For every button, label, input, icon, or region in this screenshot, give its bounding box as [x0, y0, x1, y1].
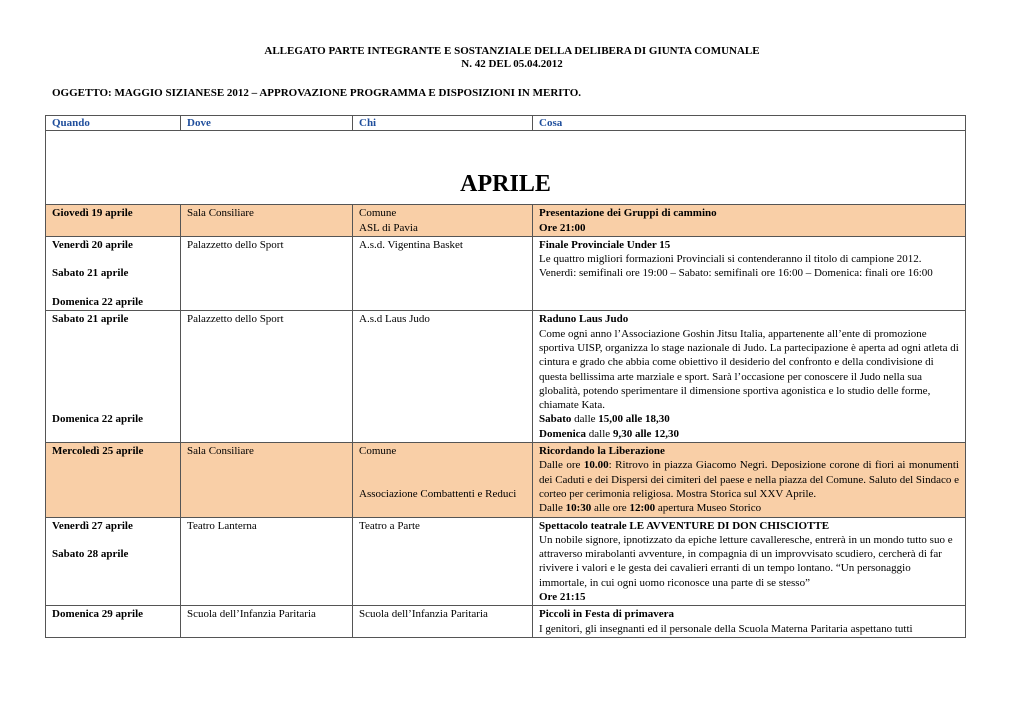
- row-when: [46, 606, 181, 638]
- row-where: Teatro Lanterna: [181, 517, 353, 606]
- organizer-label: Associazione Combattenti e Reduci: [359, 487, 517, 500]
- table-row: [46, 443, 966, 517]
- table-row: [46, 205, 966, 237]
- row-where: Sala Consiliare: [181, 443, 353, 517]
- organizer-label: Teatro a Parte: [359, 519, 420, 532]
- date-label: Sabato 21 aprile: [52, 313, 129, 326]
- row-what: [533, 606, 966, 638]
- event-time: Venerdì: semifinali ore 19:00 – Sabato: semifinali ore 16:00 – Domenica: finali ore 16:00: [539, 267, 933, 280]
- table-row: [46, 606, 966, 638]
- document-header-line2: N. 42 DEL 05.04.2012: [461, 58, 563, 70]
- event-description: Dalle ore 10.00: Ritrovo in piazza Giacomo Negri. Deposizione corone di fiori ai monumenti dei Caduti e dei Dispersi dei cimiteri del paese e nella piazza del Comune. Saluto del Sindaco e corteo per cerimonia religiosa. Mostra Storica sul XXV Aprile.: [539, 459, 959, 500]
- row-what: [533, 311, 966, 443]
- date-label: Venerdì 27 aprile: [52, 519, 133, 532]
- events-table: [45, 115, 966, 638]
- event-schedule-saturday: Sabato dalle 15,00 alle 18,30: [539, 413, 670, 426]
- row-who: [353, 205, 533, 237]
- date-label: Sabato 28 aprile: [52, 548, 129, 561]
- row-where: Palazzetto dello Sport: [181, 236, 353, 310]
- event-title: Presentazione dei Gruppi di cammino: [539, 207, 717, 220]
- row-where: Scuola dell’Infanzia Paritaria: [181, 606, 353, 638]
- event-title: Spettacolo teatrale LE AVVENTURE DI DON CHISCIOTTE: [539, 519, 830, 532]
- event-time: Ore 21:15: [539, 591, 586, 604]
- date-label: Giovedì 19 aprile: [52, 207, 133, 220]
- date-label: Domenica 22 aprile: [52, 413, 144, 426]
- date-label: Venerdì 20 aprile: [52, 238, 133, 251]
- row-who: [353, 311, 533, 443]
- row-where: Palazzetto dello Sport: [181, 311, 353, 443]
- row-when: [46, 517, 181, 606]
- event-title: Piccoli in Festa di primavera: [539, 608, 675, 621]
- event-time: Ore 21:00: [539, 221, 586, 234]
- row-when: [46, 443, 181, 517]
- event-description: Come ogni anno l’Associazione Goshin Jitsu Italia, appartenente all’ente di promozione sportiva UISP, organizza lo stage nazionale di Judo. La partecipazione è aperta ad ogni atleta di cintura e grado che abbia come obiettivo il desiderio del confronto e della condivisione di questa bellissima arte marziale e sport. Sarà l’occasione per conoscere il Judo nella sua globalità, potendo sperimentare il dimensione sportiva agonistica e lo studio delle forme, chiamate Kata.: [539, 327, 959, 412]
- column-header-when: Quando: [46, 116, 181, 131]
- row-who: [353, 606, 533, 638]
- date-label: Domenica 22 aprile: [52, 296, 144, 309]
- organizer-label: A.s.d. Vigentina Basket: [359, 238, 463, 251]
- event-time: Dalle 10:30 alle ore 12:00 apertura Museo Storico: [539, 502, 762, 515]
- row-what: [533, 517, 966, 606]
- organizer-label: Comune: [359, 207, 397, 220]
- event-description: Un nobile signore, ipnotizzato da epiche letture cavalleresche, entrerà in un mondo tutto suo e attraverso mirabolanti avventure, in compagnia di un improvvisato scudiero, cercherà di far rivivere i valori e le gesta dei cavalieri erranti di un tempo lontano. “Un personaggio immortale, in cui ogni uomo riconosce una parte di se stesso”: [539, 533, 953, 589]
- row-what: [533, 443, 966, 517]
- column-header-who: Chi: [353, 116, 533, 131]
- organizer-label: Scuola dell’Infanzia Paritaria: [359, 608, 488, 621]
- row-what: [533, 236, 966, 310]
- row-when: [46, 236, 181, 310]
- event-title: Ricordando la Liberazione: [539, 445, 665, 458]
- row-when: [46, 205, 181, 237]
- month-title: APRILE: [46, 131, 966, 205]
- table-row: [46, 236, 966, 310]
- organizer-label: A.s.d Laus Judo: [359, 313, 430, 326]
- date-label: Domenica 29 aprile: [52, 608, 144, 621]
- table-row: [46, 517, 966, 606]
- event-title: Finale Provinciale Under 15: [539, 238, 671, 251]
- row-who: [353, 236, 533, 310]
- row-what: [533, 205, 966, 237]
- row-when: [46, 311, 181, 443]
- event-title: Raduno Laus Judo: [539, 313, 629, 326]
- event-schedule-sunday: Domenica dalle 9,30 alle 12,30: [539, 427, 679, 440]
- column-header-what: Cosa: [533, 116, 966, 131]
- event-description: Le quattro migliori formazioni Provinciali si contenderanno il titolo di campione 2012.: [539, 253, 922, 266]
- organizer-label: ASL di Pavia: [359, 221, 418, 234]
- document-header-line1: ALLEGATO PARTE INTEGRANTE E SOSTANZIALE DELLA DELIBERA DI GIUNTA COMUNALE: [264, 45, 760, 57]
- date-label: Mercoledì 25 aprile: [52, 445, 144, 458]
- organizer-label: Comune: [359, 445, 397, 458]
- column-header-where: Dove: [181, 116, 353, 131]
- table-header-row: [46, 116, 966, 131]
- document-subject: OGGETTO: MAGGIO SIZIANESE 2012 – APPROVAZIONE PROGRAMMA E DISPOSIZIONI IN MERITO.: [52, 87, 581, 99]
- table-row: [46, 311, 966, 443]
- date-label: Sabato 21 aprile: [52, 267, 129, 280]
- event-description: I genitori, gli insegnanti ed il personale della Scuola Materna Paritaria aspettano tutti: [539, 622, 913, 635]
- row-who: [353, 517, 533, 606]
- row-where: Sala Consiliare: [181, 205, 353, 237]
- month-row: [46, 131, 966, 205]
- row-who: [353, 443, 533, 517]
